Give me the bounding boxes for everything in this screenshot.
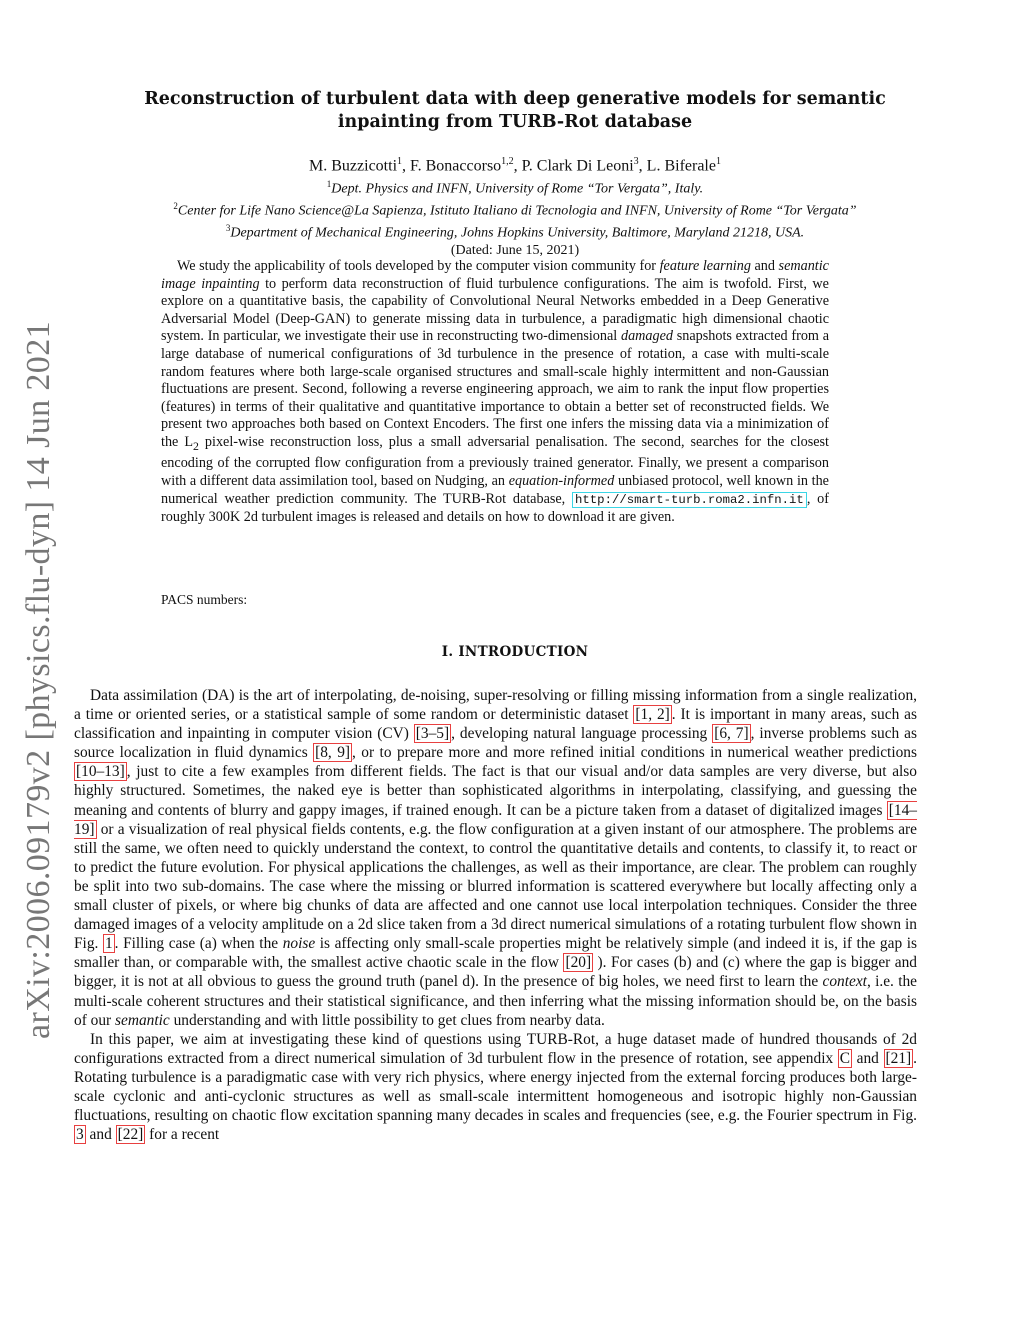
body-text: for a recent: [145, 1126, 220, 1144]
author-name: M. Buzzicotti: [309, 157, 398, 175]
citation-link[interactable]: [22]: [117, 1126, 144, 1144]
affiliation-text: Dept. Physics and INFN, University of Rome “Tor Vergata”, Italy.: [331, 181, 704, 197]
abstract: [161, 258, 829, 527]
figure-link[interactable]: 3: [76, 1126, 84, 1144]
body-text: , or to prepare more and more refined initial conditions in numerical weather predictions: [352, 744, 917, 762]
title-line-2: inpainting from TURB-Rot database: [337, 112, 693, 132]
abstract-text: unbiased protocol, well known in the numerical weather prediction community. The TURB-Rot database,: [161, 472, 829, 507]
abstract-text: We study the applicability of tools developed by the computer vision community for: [177, 258, 660, 274]
body-text: . Filling case (a) when the: [114, 935, 283, 953]
paragraph: [74, 1030, 917, 1145]
citation-link[interactable]: [10–13]: [76, 763, 125, 781]
body-italic: semantic: [115, 1011, 170, 1029]
author-affil-sup: 3: [633, 156, 639, 167]
affiliation-sup: 3: [225, 223, 231, 234]
pacs-numbers: PACS numbers:: [161, 592, 248, 607]
affiliation-sup: 1: [326, 179, 332, 189]
author-affil-sup: 1,2: [501, 156, 514, 167]
body-text: , developing natural language processing: [451, 725, 713, 743]
author-name: P. Clark Di Leoni: [521, 157, 634, 175]
arxiv-stamp-text: arXiv:2006.09179v2 [physics.flu-dyn] 14 Jun 2021: [20, 320, 57, 1040]
abstract-text: and: [750, 258, 779, 274]
body-text: or a visualization of real physical fields contents, e.g. the flow configuration at a given instant of our atmosphere. The problems are still the same, we often need to quickly understand the context, to control the quantitative details and contents, to classify it, to react or to predict the future evolution. For physical applications the challenges, as well as their importance, are clear. The problem can roughly be split into two sub-domains. The case where the missing or blurred information is scattered everywhere but locally affecting only a small cluster of pixels, or where big chunks of data are affected and one cannot use local interpolation techniques. Consider the three damaged images of a velocity amplitude on a 2d slice taken from a 3d direct numerical simulations of a rotating turbulent flow shown in Fig.: [74, 820, 917, 953]
citation-link[interactable]: [8, 9]: [315, 744, 351, 762]
body-text: . It is important in many areas, such as classification and inpainting in computer vision (CV): [74, 706, 917, 743]
body-text: is affecting only small-scale properties might be relatively simple (and indeed it is, if the gap is smaller than, or comparable with, the smallest active chaotic scale in the flow: [74, 935, 917, 972]
body-text: In this paper, we aim at investigating these kind of questions using TURB-Rot, a huge dataset made of hundred thousands of 2d configurations extracted from a direct numerical simulation of 3d turbulent flow in the presence of rotation, see appendix: [74, 1030, 917, 1067]
author-affil-sup: 1: [715, 156, 721, 167]
paper-title: [105, 88, 925, 134]
abstract-subscript: 2: [193, 438, 199, 453]
dated-line: (Dated: June 15, 2021): [450, 243, 580, 259]
author-name: L. Biferale: [646, 157, 716, 175]
abstract-text: snapshots extracted from a large database of numerical configurations of 3d turbulence in the presence of rotation, a case with multi-scale random features where both large-scale organised structures and small-scale highly intermittent and non-Gaussian fluctuations are present. Second, following a reverse engineering approach, we aim to rank the input flow properties (features) in terms of their qualitative and quantitative importance to obtain a better set of reconstructed fields. We present two approaches both based on Context Encoders. The first one infers the missing data via a minimization of the L: [161, 328, 829, 450]
body-text: , i.e. the multi-scale coherent structures and their statistical significance, and then inferring what the missing information should be, on the basis of our: [74, 973, 917, 1029]
abstract-italic: feature learning: [659, 258, 751, 274]
abstract-italic: semantic image inpainting: [161, 258, 829, 292]
affiliation-3: [70, 220, 960, 242]
body-text: . Rotating turbulence is a paradigmatic case with very rich physics, where energy injected from the external forcing produces both large-scale cyclonic and anti-cyclonic structures as well as small-scale intermittent homogeneous and isotropic highly non-Gaussian fluctuations, resulting on chaotic flow excitation spanning many decades in scales and frequencies (see, e.g. the Fourier spectrum in Fig.: [74, 1049, 918, 1125]
body-text: Data assimilation (DA) is the art of interpolating, de-noising, super-resolving or filling missing information from a single realization, a time or oriented series, or a statistical sample of some random or deterministic dataset: [74, 687, 917, 724]
title-line-1: Reconstruction of turbulent data with deep generative models for semantic: [144, 89, 886, 109]
abstract-text: to perform data reconstruction of fluid turbulence configurations. The aim is twofold. First, we explore on a quantitative basis, the capability of Convolutional Neural Networks embedded in a Deep Generative Adversarial Model (Deep-GAN) to generate missing data in turbulence, a paradigmatic high dimensional chaotic system. In particular, we investigate their use in reconstructing two-dimensional: [161, 275, 829, 345]
body-text: , inverse problems such as source localization in fluid dynamics: [74, 725, 917, 762]
citation-link[interactable]: [3–5]: [415, 725, 450, 743]
body-text: ). For cases (b) and (c) where the gap is bigger and bigger, it is not at all obvious to guess the ground truth (panel d). In the presence of big holes, we need first to learn the: [74, 954, 917, 991]
affiliations: [70, 176, 960, 260]
affiliation-sup: 2: [173, 201, 178, 212]
citation-link[interactable]: [21]: [885, 1049, 912, 1067]
citation-link[interactable]: [1, 2]: [635, 706, 670, 724]
affiliation-text: Center for Life Nano Science@La Sapienza, Istituto Italiano di Tecnologia and INFN, University of Rome “Tor Vergata”: [177, 203, 857, 219]
abstract-text: , of roughly 300K 2d turbulent images is released and details on how to download it are given.: [161, 490, 829, 526]
abstract-italic: equation-informed: [508, 472, 615, 489]
citation-link[interactable]: [6, 7]: [714, 725, 749, 743]
citation-link[interactable]: [20]: [565, 954, 592, 972]
abstract-text: pixel-wise reconstruction loss, plus a small adversarial penalisation. The second, searches for the closest encoding of the corrupted flow configuration from a previously trained generator. Finally, we present a comparison with a different data assimilation tool, based on Nudging, an: [161, 433, 829, 489]
body-text: , just to cite a few examples from different fields. The fact is that our visual and/or data samples are very diverse, but also highly structured. Sometimes, the naked eye is better than sophisticated algorithms in interpolating, classifying, and guessing the meaning and contents of blurry and gappy images, if trained enough. It can be a picture taken from a dataset of digitalized images: [74, 763, 917, 819]
affiliation-1: [70, 176, 960, 198]
appendix-link[interactable]: C: [839, 1049, 851, 1067]
body-italic: context: [822, 973, 867, 991]
section-heading: I. INTRODUCTION: [441, 644, 589, 660]
arxiv-stamp: [14, 320, 64, 1040]
introduction-body: [74, 686, 917, 1144]
paragraph: [74, 686, 917, 1030]
body-text: and: [85, 1126, 116, 1144]
affiliation-text: Department of Mechanical Engineering, Johns Hopkins University, Baltimore, Maryland 21218, USA.: [230, 225, 805, 241]
citation-link[interactable]: [14–19]: [74, 801, 917, 838]
database-url-link[interactable]: http://smart-turb.roma2.infn.it: [572, 492, 807, 508]
body-text: and: [852, 1049, 884, 1067]
body-italic: noise: [282, 935, 316, 953]
body-text: understanding and with little possibility to get clues from nearby data.: [169, 1011, 605, 1029]
author-name: F. Bonaccorso: [410, 157, 502, 175]
affiliation-2: [70, 198, 960, 220]
abstract-italic: damaged: [620, 328, 673, 345]
figure-link[interactable]: 1: [104, 935, 113, 953]
author-affil-sup: 1: [397, 156, 403, 167]
author-list: M. Buzzicotti$^1$, F. Bonaccorso$^{1,2}$, P. Clark Di Leoni$^3$, L. Biferale$^1$: [309, 156, 721, 175]
